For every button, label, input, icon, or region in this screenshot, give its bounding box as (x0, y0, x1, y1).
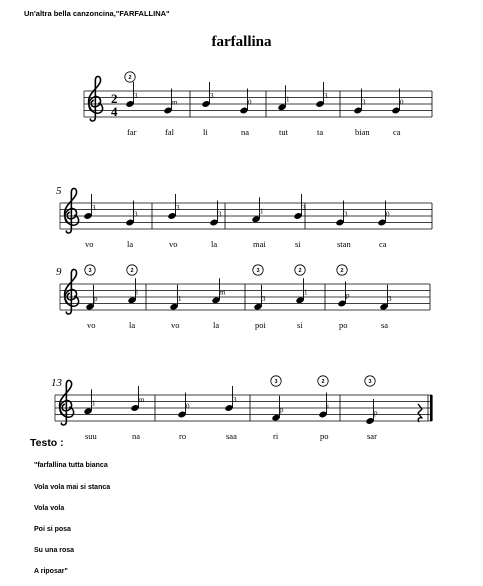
note (209, 201, 222, 250)
lyric-syllable: saa (226, 431, 237, 441)
lyric-syllable: si (297, 320, 303, 330)
fingering-mark: 3 (362, 98, 366, 107)
fingering-mark: 3 (134, 210, 138, 219)
note (379, 285, 392, 330)
string-number: 2 (128, 75, 132, 81)
note (169, 285, 182, 330)
fingering-mark: 3 (388, 294, 392, 303)
lyric-syllable: fal (165, 127, 174, 137)
note (391, 89, 404, 138)
fingering-mark: 3 (262, 294, 266, 303)
bar-number: 13 (51, 377, 62, 389)
note (167, 194, 180, 249)
bar-number: 5 (56, 185, 62, 197)
string-number: 2 (298, 268, 302, 274)
note (224, 386, 237, 441)
fingering-mark: 3 (324, 92, 328, 100)
lyric-syllable: la (213, 320, 220, 330)
fingering-mark: 1 (286, 95, 290, 104)
fingering-mark: m (139, 396, 145, 404)
fingering-mark: i (136, 288, 138, 297)
lyric-syllable: vo (171, 320, 180, 330)
fingering-mark: 3 (176, 204, 180, 212)
lyric-line-6: A riposar" (34, 568, 68, 575)
treble-clef-icon (65, 269, 79, 314)
lyric-syllable: na (132, 431, 141, 441)
lyric-syllable: far (127, 127, 137, 137)
note (377, 201, 390, 250)
final-barline (430, 395, 433, 421)
note (253, 265, 267, 330)
string-number: 3 (88, 268, 92, 274)
lyric-syllable: vo (87, 320, 96, 330)
note (337, 265, 350, 330)
note (201, 82, 214, 137)
lyric-syllable: ca (379, 239, 387, 249)
lyric-syllable: si (295, 239, 301, 249)
note (130, 386, 145, 441)
lyric-line-1: "farfallina tutta bianca (34, 462, 108, 469)
fingering-mark: 1 (260, 207, 264, 216)
staff-system-3 (56, 265, 430, 330)
fingering-mark: p (94, 294, 98, 303)
string-number: 3 (256, 268, 260, 274)
note (239, 89, 252, 138)
fingering-mark: 0 (400, 98, 404, 107)
fingering-mark: p (280, 405, 284, 414)
lyric-syllable: po (320, 431, 329, 441)
lyric-syllable: ca (393, 127, 401, 137)
treble-clef-icon (65, 188, 79, 233)
header-note: Un'altra bella canzoncina,"FARFALLINA" (24, 9, 170, 18)
fingering-mark: 3 (134, 92, 138, 100)
lyric-syllable: tut (279, 127, 288, 137)
fingering-mark: 0 (386, 210, 390, 219)
lyric-syllable: sa (381, 320, 389, 330)
note (335, 201, 351, 250)
note (353, 89, 370, 138)
lyric-syllable: ta (317, 127, 324, 137)
string-number: 2 (130, 268, 134, 274)
string-number: 2 (321, 379, 325, 385)
fingering-mark: p (346, 291, 350, 300)
note (85, 265, 98, 330)
lyric-syllable: sar (367, 431, 377, 441)
lyric-syllable: ri (273, 431, 279, 441)
staff-system-4 (51, 376, 433, 441)
fingering-mark: p (374, 409, 378, 417)
staff-system-2 (56, 185, 432, 249)
lyric-syllable: la (211, 239, 218, 249)
lyric-syllable: vo (169, 239, 178, 249)
lyric-syllable: vo (85, 239, 94, 249)
note (293, 194, 306, 249)
string-number: 3 (274, 379, 278, 385)
bar-number: 9 (56, 266, 62, 278)
quarter-rest-icon (418, 404, 422, 422)
lyric-syllable: la (127, 239, 134, 249)
string-number: 3 (368, 379, 372, 385)
fingering-mark: 3 (92, 204, 96, 212)
lyric-syllable: po (339, 320, 348, 330)
staff-system-1 (84, 72, 432, 137)
note (271, 376, 284, 441)
note (315, 82, 328, 137)
note (251, 197, 266, 249)
note (127, 265, 138, 330)
lyric-line-3: Vola vola (34, 505, 65, 512)
lyric-syllable: la (129, 320, 136, 330)
lyric-syllable: bian (355, 127, 370, 137)
fingering-mark: 1 (92, 399, 96, 408)
fingering-mark: 3 (218, 210, 222, 219)
treble-clef-icon (89, 76, 103, 121)
fingering-mark: i (327, 402, 329, 411)
time-signature-top: 2 (111, 91, 118, 106)
lyric-syllable: stan (337, 239, 351, 249)
fingering-mark: 1 (178, 294, 182, 303)
song-title: farfallina (211, 34, 272, 50)
fingering-mark: m (220, 288, 226, 297)
note (365, 376, 378, 441)
lyric-line-4: Poi si posa (34, 526, 71, 533)
fingering-mark: 3 (233, 396, 237, 404)
note (83, 389, 97, 441)
lyric-syllable: suu (85, 431, 97, 441)
lyric-line-2: Vola vola mai si stanca (34, 484, 111, 491)
note (163, 89, 178, 138)
note (295, 265, 308, 330)
time-signature-bottom: 4 (111, 104, 118, 119)
note (318, 376, 329, 441)
lyric-syllable: na (241, 127, 250, 137)
lyric-syllable: poi (255, 320, 266, 330)
lyric-syllable: mai (253, 239, 266, 249)
lyric-line-5: Su una rosa (34, 547, 75, 554)
note (277, 85, 290, 137)
fingering-mark: 0 (186, 402, 190, 411)
note (125, 72, 138, 137)
lyric-syllable: li (203, 127, 208, 137)
lyrics-heading: Testo : (30, 437, 64, 449)
note (83, 194, 96, 249)
note (211, 278, 226, 330)
fingering-mark: m (172, 98, 178, 107)
note (125, 201, 138, 250)
fingering-mark: 3 (344, 210, 348, 219)
fingering-mark: 1 (304, 288, 308, 297)
string-number: 2 (340, 268, 344, 274)
note (177, 393, 190, 442)
fingering-mark: 0 (248, 98, 252, 107)
fingering-mark: 3 (302, 204, 306, 212)
lyric-syllable: ro (179, 431, 187, 441)
fingering-mark: 3 (210, 92, 214, 100)
